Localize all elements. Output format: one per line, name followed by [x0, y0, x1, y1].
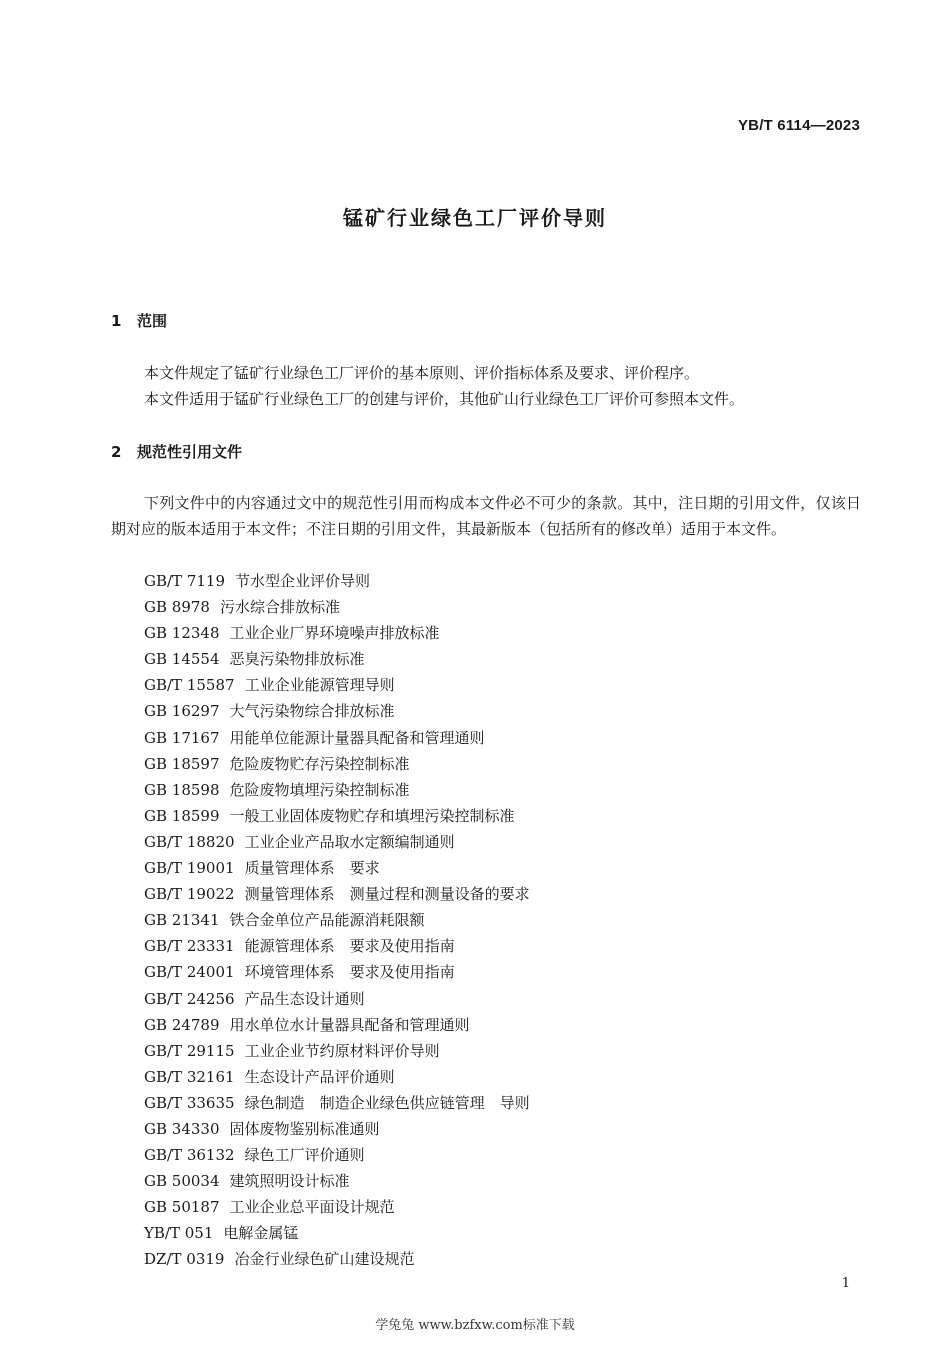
reference-item [144, 1246, 530, 1272]
reference-title: 工业企业厂界环境噪声排放标准 [229, 624, 440, 643]
reference-code: GB/T 23331 [144, 937, 235, 956]
reference-item [144, 907, 530, 933]
scope-paragraph-1: 本文件规定了锰矿行业绿色工厂评价的基本原则、评价指标体系及要求、评价程序。 [144, 364, 700, 382]
reference-title: 用能单位能源计量器具配备和管理通则 [229, 728, 485, 747]
reference-item [144, 777, 530, 803]
reference-title: 建筑照明设计标准 [229, 1172, 350, 1191]
reference-item [144, 698, 530, 724]
reference-item [144, 1064, 530, 1090]
reference-title: 冶金行业绿色矿山建设规范 [234, 1250, 415, 1269]
reference-code: GB 8978 [144, 598, 210, 617]
reference-code: GB 18599 [144, 806, 220, 825]
reference-title: 绿色制造 制造企业绿色供应链管理 导则 [244, 1093, 530, 1112]
reference-title: 危险废物填埋污染控制标准 [229, 780, 410, 799]
document-title: 锰矿行业绿色工厂评价导则 [343, 206, 607, 230]
reference-code: GB 14554 [144, 650, 220, 669]
reference-item [144, 672, 530, 698]
page-number: 1 [841, 1276, 850, 1291]
standard-code: YB/T 6114—2023 [737, 117, 860, 134]
reference-item [144, 1194, 530, 1220]
reference-title: 测量管理体系 测量过程和测量设备的要求 [244, 885, 530, 904]
reference-title: 恶臭污染物排放标准 [229, 650, 365, 669]
reference-title: 质量管理体系 要求 [244, 859, 380, 878]
reference-item [144, 1012, 530, 1038]
reference-title: 节水型企业评价导则 [235, 572, 371, 590]
reference-title: 产品生态设计通则 [244, 989, 365, 1008]
reference-title: 大气污染物综合排放标准 [229, 702, 395, 721]
reference-item [144, 1090, 530, 1116]
section-heading-normative-references [111, 441, 242, 462]
reference-code: GB 16297 [144, 702, 220, 721]
reference-item [144, 959, 530, 985]
reference-title: 环境管理体系 要求及使用指南 [244, 963, 455, 982]
reference-code: GB 50187 [144, 1198, 220, 1217]
reference-item [144, 620, 530, 646]
reference-title: 工业企业节约原材料评价导则 [244, 1041, 440, 1060]
section-title: 规范性引用文件 [137, 443, 243, 461]
reference-code: DZ/T 0319 [144, 1250, 225, 1269]
reference-title: 一般工业固体废物贮存和填埋污染控制标准 [229, 806, 515, 825]
reference-item [144, 933, 530, 959]
reference-item [144, 1220, 530, 1246]
reference-item [144, 881, 530, 907]
reference-item [144, 568, 530, 594]
reference-item [144, 1142, 530, 1168]
reference-code: GB/T 36132 [144, 1146, 235, 1165]
section-number: 1 [111, 312, 122, 330]
reference-code: GB 12348 [144, 624, 220, 643]
reference-code: GB/T 19022 [144, 885, 235, 904]
reference-title: 固体废物鉴别标准通则 [229, 1119, 380, 1138]
reference-item [144, 803, 530, 829]
reference-code: GB/T 32161 [144, 1067, 235, 1086]
reference-code: GB/T 18820 [144, 832, 235, 851]
reference-code: GB/T 7119 [144, 572, 226, 590]
reference-title: 工业企业产品取水定额编制通则 [244, 832, 455, 851]
reference-item [144, 646, 530, 672]
reference-code: GB/T 29115 [144, 1041, 235, 1060]
reference-title: 危险废物贮存污染控制标准 [229, 754, 410, 773]
reference-title: 工业企业能源管理导则 [244, 676, 395, 695]
reference-code: GB/T 33635 [144, 1093, 235, 1112]
section-title: 范围 [137, 312, 168, 330]
reference-title: 污水综合排放标准 [219, 598, 340, 617]
reference-title: 能源管理体系 要求及使用指南 [244, 937, 455, 956]
reference-code: GB/T 24256 [144, 989, 235, 1008]
section-heading-scope [111, 310, 167, 331]
references-intro-paragraph: 下列文件中的内容通过文中的规范性引用而构成本文件必不可少的条款。其中，注日期的引用文件，仅该日期对应的版本适用于本文件；不注日期的引用文件，其最新版本（包括所有的修改单）适用于本文件。 [111, 494, 861, 538]
reference-item [144, 751, 530, 777]
footer-watermark-text: 学兔兔 www.bzfxw.com标准下载 [375, 1318, 575, 1333]
reference-code: GB 50034 [144, 1172, 220, 1191]
reference-code: GB 24789 [144, 1015, 220, 1034]
reference-code: GB 18598 [144, 780, 220, 799]
reference-code: GB 17167 [144, 728, 220, 747]
reference-item [144, 1168, 530, 1194]
reference-item [144, 855, 530, 881]
reference-code: GB/T 15587 [144, 676, 235, 695]
scope-paragraph-2: 本文件适用于锰矿行业绿色工厂的创建与评价，其他矿山行业绿色工厂评价可参照本文件。 [144, 390, 745, 408]
reference-title: 工业企业总平面设计规范 [229, 1198, 395, 1217]
reference-item [144, 986, 530, 1012]
reference-item [144, 594, 530, 620]
reference-code: YB/T 051 [144, 1224, 214, 1243]
reference-item [144, 1038, 530, 1064]
reference-title: 用水单位水计量器具配备和管理通则 [229, 1015, 470, 1034]
reference-code: GB/T 19001 [144, 859, 235, 878]
reference-item [144, 725, 530, 751]
section-number: 2 [111, 443, 122, 461]
reference-code: GB 34330 [144, 1119, 220, 1138]
reference-title: 绿色工厂评价通则 [244, 1146, 365, 1165]
reference-title: 铁合金单位产品能源消耗限额 [229, 911, 425, 930]
reference-item [144, 1116, 530, 1142]
reference-code: GB 18597 [144, 754, 220, 773]
reference-code: GB 21341 [144, 911, 220, 930]
reference-code: GB/T 24001 [144, 963, 235, 982]
reference-item [144, 829, 530, 855]
reference-list [144, 568, 530, 1273]
reference-title: 电解金属锰 [223, 1224, 299, 1243]
reference-title: 生态设计产品评价通则 [244, 1067, 395, 1086]
